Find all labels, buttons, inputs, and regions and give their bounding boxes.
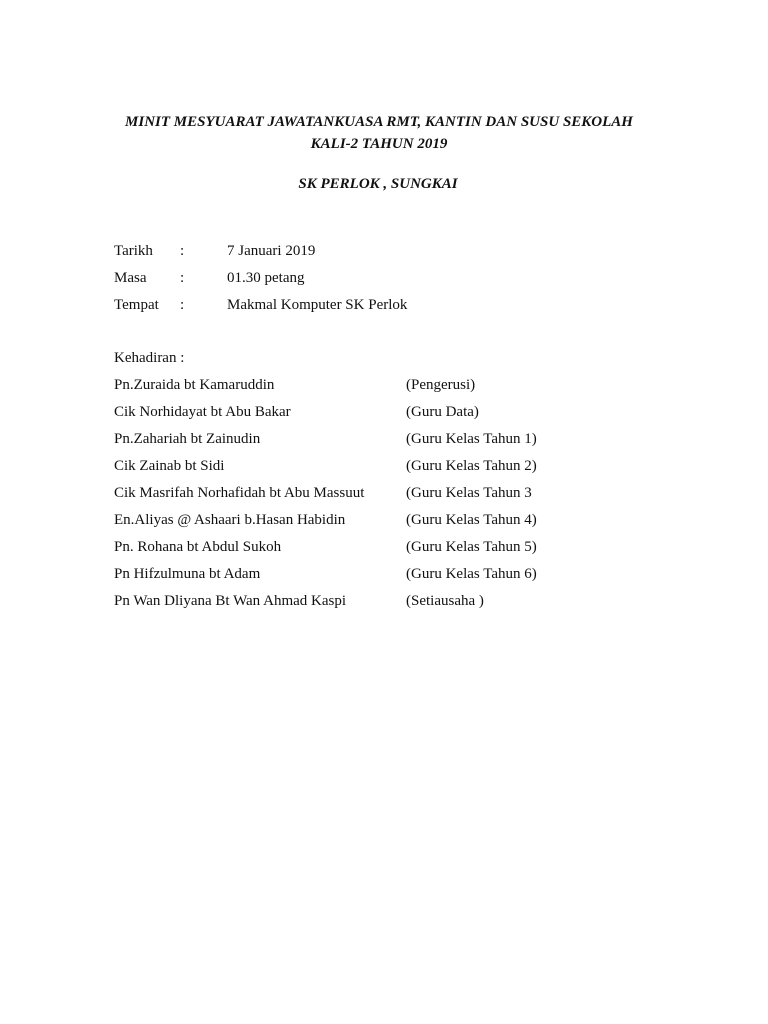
attendee-row bbox=[114, 593, 714, 613]
document-subtitle: KALI-2 TAHUN 2019 bbox=[310, 136, 448, 152]
attendee-row bbox=[114, 512, 714, 532]
attendee-role: (Guru Data) bbox=[406, 404, 479, 420]
attendee-row bbox=[114, 458, 714, 478]
detail-value: 7 Januari 2019 bbox=[227, 243, 316, 259]
detail-label: Tempat bbox=[114, 297, 159, 313]
attendee-role: (Guru Kelas Tahun 1) bbox=[406, 431, 537, 447]
attendee-name: Pn.Zahariah bt Zainudin bbox=[114, 431, 261, 447]
attendee-role: (Guru Kelas Tahun 6) bbox=[406, 566, 537, 582]
attendee-role: (Guru Kelas Tahun 3 bbox=[406, 485, 532, 501]
attendee-role: (Guru Kelas Tahun 4) bbox=[406, 512, 537, 528]
attendee-row bbox=[114, 431, 714, 451]
detail-colon: : bbox=[180, 243, 185, 259]
attendee-name: En.Aliyas @ Ashaari b.Hasan Habidin bbox=[114, 512, 346, 528]
document-title: MINIT MESYUARAT JAWATANKUASA RMT, KANTIN DAN SUSU SEKOLAH bbox=[125, 114, 633, 130]
detail-value: Makmal Komputer SK Perlok bbox=[227, 297, 408, 313]
attendee-name: Cik Masrifah Norhafidah bt Abu Massuut bbox=[114, 485, 365, 501]
attendee-role: (Setiausaha ) bbox=[406, 593, 484, 609]
attendee-role: (Guru Kelas Tahun 5) bbox=[406, 539, 537, 555]
attendee-name: Cik Norhidayat bt Abu Bakar bbox=[114, 404, 291, 420]
detail-colon: : bbox=[180, 297, 185, 313]
detail-colon: : bbox=[180, 270, 185, 286]
attendee-row bbox=[114, 404, 714, 424]
attendee-row bbox=[114, 539, 714, 559]
attendee-row bbox=[114, 566, 714, 586]
detail-label: Masa bbox=[114, 270, 147, 286]
attendance-heading: Kehadiran : bbox=[114, 350, 185, 366]
school-name: SK PERLOK , SUNGKAI bbox=[298, 176, 458, 192]
attendee-name: Pn. Rohana bt Abdul Sukoh bbox=[114, 539, 282, 555]
attendee-name: Cik Zainab bt Sidi bbox=[114, 458, 225, 474]
attendee-role: (Pengerusi) bbox=[406, 377, 476, 393]
attendee-row bbox=[114, 485, 714, 505]
attendee-name: Pn.Zuraida bt Kamaruddin bbox=[114, 377, 275, 393]
detail-value: 01.30 petang bbox=[227, 270, 305, 286]
attendee-row bbox=[114, 377, 714, 397]
attendee-role: (Guru Kelas Tahun 2) bbox=[406, 458, 537, 474]
attendee-name: Pn Hifzulmuna bt Adam bbox=[114, 566, 261, 582]
attendee-name: Pn Wan Dliyana Bt Wan Ahmad Kaspi bbox=[114, 593, 347, 609]
detail-label: Tarikh bbox=[114, 243, 153, 259]
